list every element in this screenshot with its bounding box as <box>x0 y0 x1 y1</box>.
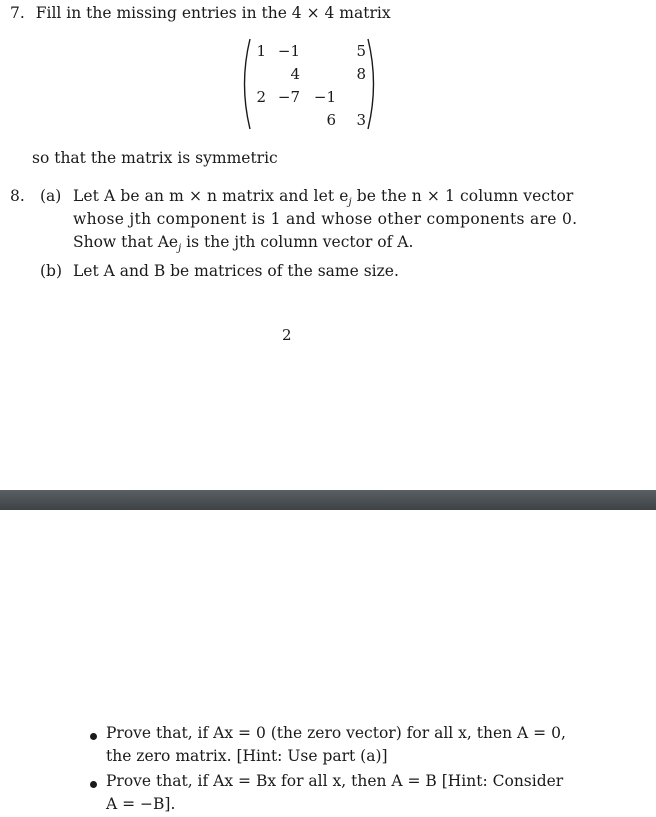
problem-7-heading <box>10 4 391 22</box>
matrix-cell: 1 <box>256 42 266 60</box>
matrix-cell: −7 <box>277 88 300 106</box>
part-a-label: (a) <box>40 187 62 205</box>
bullet-2-line-2: A = −B]. <box>106 795 176 813</box>
part-a-line-3 <box>73 233 413 254</box>
page-number: 2 <box>282 326 292 344</box>
matrix-cell: 6 <box>326 111 336 129</box>
matrix-cell: 5 <box>356 42 366 60</box>
right-parenthesis <box>366 38 380 130</box>
matrix-cell: −1 <box>313 88 336 106</box>
part-a-line-1 <box>73 187 573 208</box>
part-a-line-1-rest: be the n × 1 column vector <box>351 187 574 205</box>
problem-7-condition: so that the matrix is symmetric <box>32 149 278 167</box>
bullet-icon <box>90 733 97 740</box>
part-a-line-3-rest: is the jth column vector of A. <box>181 233 414 251</box>
part-a-line-1-text: Let A be an m × n matrix and let e <box>73 187 349 205</box>
part-b-text: Let A and B be matrices of the same size. <box>73 262 399 280</box>
part-a-line-3-text: Show that Ae <box>73 233 179 251</box>
page-divider <box>0 490 656 510</box>
subscript-j: j <box>178 243 182 255</box>
part-b-label: (b) <box>40 262 63 280</box>
subscript-j: j <box>348 197 352 209</box>
bullet-1-line-1: Prove that, if Ax = 0 (the zero vector) for all x, then A = 0, <box>106 724 566 742</box>
bullet-1-line-2: the zero matrix. [Hint: Use part (a)] <box>106 747 388 765</box>
problem-8-number: 8. <box>10 187 25 205</box>
bullet-icon <box>90 781 97 788</box>
matrix-cell: −1 <box>277 42 300 60</box>
matrix-cell: 8 <box>356 65 366 83</box>
matrix-cell: 2 <box>256 88 266 106</box>
problem-7-text: Fill in the missing entries in the 4 × 4 matrix <box>35 4 391 22</box>
matrix-cell: 4 <box>290 65 300 83</box>
matrix-4x4 <box>238 38 380 130</box>
problem-7-number: 7. <box>10 4 25 22</box>
page-2 <box>0 510 656 817</box>
part-a-line-2: whose jth component is 1 and whose other components are 0. <box>73 210 578 228</box>
matrix-cell: 3 <box>356 111 366 129</box>
bullet-2-line-1: Prove that, if Ax = Bx for all x, then A = B [Hint: Consider <box>106 772 564 790</box>
